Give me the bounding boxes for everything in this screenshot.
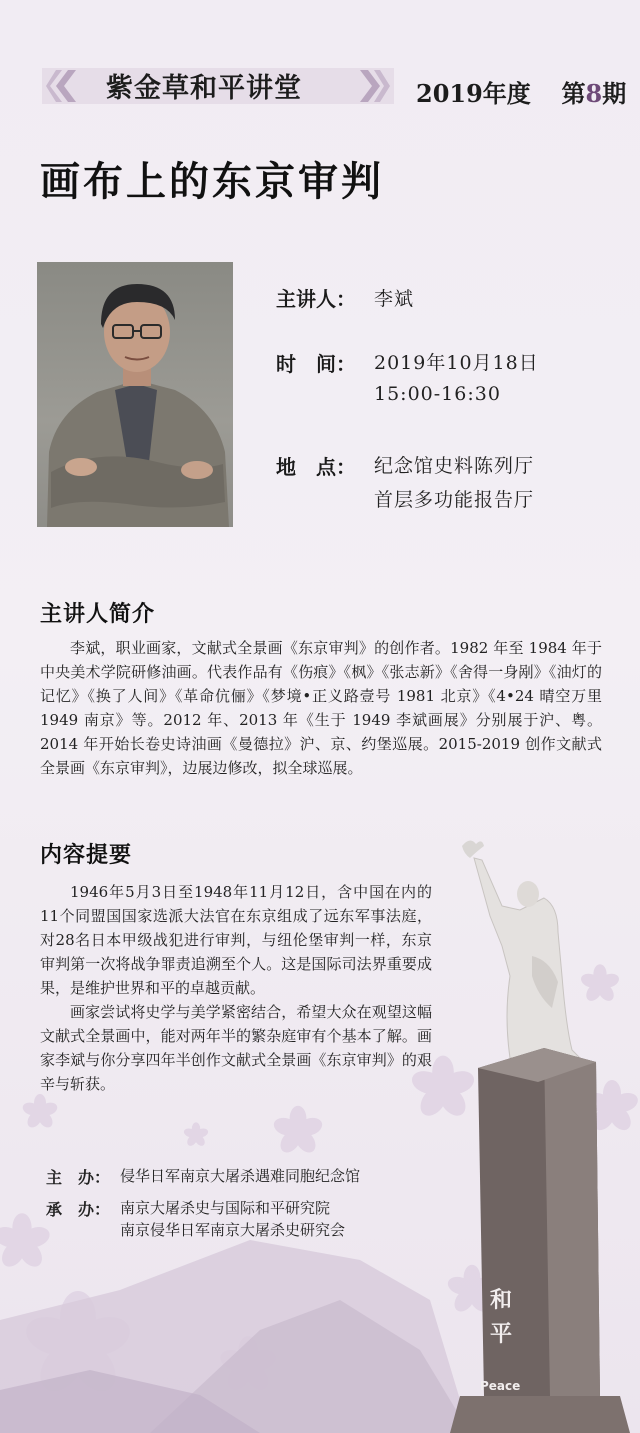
- co-host-label: 承 办：: [46, 1200, 111, 1219]
- event-date: 2019年10月18日: [374, 352, 539, 374]
- page-title: 画布上的东京审判: [40, 158, 384, 205]
- place-label: 地 点：: [276, 455, 356, 479]
- bio-paragraph: [40, 636, 602, 780]
- co-host-org-2: 南京侵华日军南京大屠杀史研究会: [120, 1221, 346, 1239]
- bio-heading: 主讲人简介: [40, 601, 156, 627]
- issue-prefix: 第: [561, 79, 586, 108]
- issue-suffix: 期: [602, 79, 627, 108]
- host-label: 主 办：: [46, 1168, 111, 1187]
- summary-heading: 内容提要: [40, 842, 133, 868]
- speaker-name: 李斌: [374, 288, 415, 310]
- year-label: 2019年度: [416, 79, 531, 108]
- summary-paragraphs: [40, 880, 432, 1096]
- monument-latin: Peace: [480, 1379, 521, 1393]
- event-time: 15:00-16:30: [374, 383, 501, 405]
- monument-inscription: 和平: [490, 1288, 513, 1347]
- speaker-photo: [37, 262, 233, 527]
- chevron-right-icon: [356, 68, 390, 104]
- time-label: 时 间：: [276, 352, 356, 376]
- summary-paragraph-2: 画家尝试将史学与美学紧密结合，希望大众在观望这幅文献式全景画中，能对两年半的繁杂庭审有个基本了解。画家李斌与你分享四年半创作文献式全景画《东京审判》的艰辛与斩获。: [40, 1003, 432, 1093]
- chevron-left-icon: [46, 68, 80, 104]
- speaker-label: 主讲人：: [276, 287, 356, 311]
- place-line-1: 纪念馆史料陈列厅: [374, 455, 535, 477]
- issue-label: [416, 74, 626, 109]
- summary-paragraph-1: 1946年5月3日至1948年11月12日，含中国在内的11个同盟国国家选派大法官在东京组成了远东军事法庭，对28名日本甲级战犯进行审判，与纽伦堡审判一样，东京审判第一次将战争罪责追溯至个人。这是国际司法界重要成果，是维护世界和平的卓越贡献。: [40, 883, 432, 997]
- bio-text: 李斌，职业画家，文献式全景画《东京审判》的创作者。1982 年至 1984 年于中央美术学院研修油画。代表作品有《伤痕》《枫》《张志新》《舍得一身剐》《油灯的记忆》《换了人间》《革命伉俪》《梦境•正义路壹号 1981 北京》《4•24 晴空万里 1949 南京》等。2012 年、2013 年《生于 1949 李斌画展》分别展于沪、粤。2014 年开始长卷史诗油画《曼德拉》沪、京、约堡巡展。2015-2019 创作文献式全景画《东京审判》，边展边修改，拟全球巡展。: [40, 639, 602, 777]
- co-host-org-1: 南京大屠杀史与国际和平研究院: [120, 1199, 331, 1217]
- series-title: 紫金草和平讲堂: [106, 73, 302, 104]
- host-org: 侵华日军南京大屠杀遇难同胞纪念馆: [120, 1167, 361, 1185]
- issue-number: 8: [585, 79, 603, 108]
- place-line-2: 首层多功能报告厅: [374, 489, 535, 511]
- peace-monument: [440, 836, 640, 1433]
